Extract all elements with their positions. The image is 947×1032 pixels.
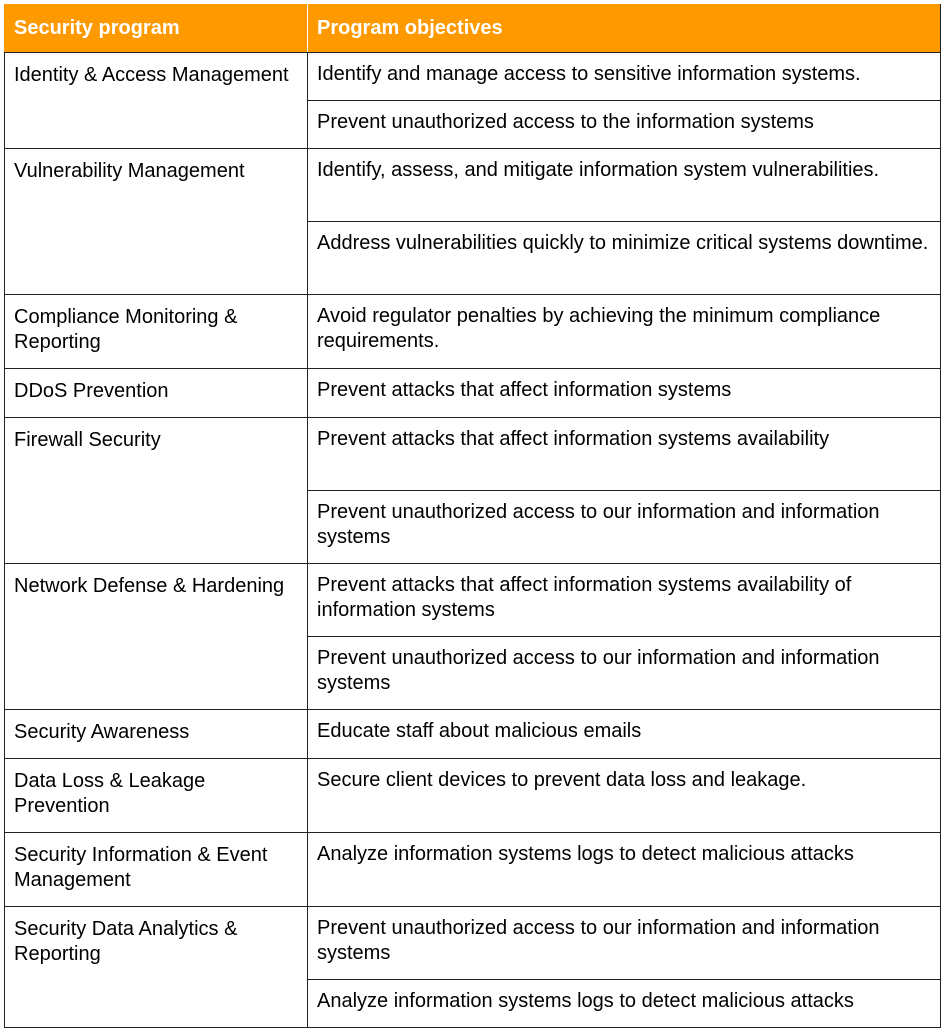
table-row — [5, 295, 941, 369]
objective-cell: Prevent unauthorized access to our information and information systems — [308, 907, 941, 980]
objective-cell: Avoid regulator penalties by achieving the minimum compliance requirements. — [308, 295, 941, 369]
program-cell: Identity & Access Management — [5, 53, 308, 149]
objective-cell: Prevent unauthorized access to the information systems — [308, 101, 941, 149]
objective-cell: Address vulnerabilities quickly to minimize critical systems downtime. — [308, 222, 941, 295]
objective-cell: Prevent attacks that affect information systems availability of information systems — [308, 564, 941, 637]
table-row — [5, 149, 941, 222]
program-cell: Security Information & Event Management — [5, 833, 308, 907]
objective-cell: Analyze information systems logs to detect malicious attacks — [308, 980, 941, 1028]
table-row — [5, 710, 941, 759]
table-header-row — [5, 5, 941, 53]
objective-cell: Prevent attacks that affect information systems — [308, 369, 941, 418]
objective-cell: Prevent attacks that affect information systems availability — [308, 418, 941, 491]
objective-cell: Prevent unauthorized access to our information and information systems — [308, 637, 941, 710]
program-cell: Firewall Security — [5, 418, 308, 564]
program-cell: Security Data Analytics & Reporting — [5, 907, 308, 1028]
program-cell: Data Loss & Leakage Prevention — [5, 759, 308, 833]
objective-cell: Identify, assess, and mitigate information system vulnerabilities. — [308, 149, 941, 222]
program-cell: Security Awareness — [5, 710, 308, 759]
program-cell: Compliance Monitoring & Reporting — [5, 295, 308, 369]
program-cell: Network Defense & Hardening — [5, 564, 308, 710]
objective-cell: Secure client devices to prevent data loss and leakage. — [308, 759, 941, 833]
objective-cell: Prevent unauthorized access to our information and information systems — [308, 491, 941, 564]
header-program-objectives: Program objectives — [308, 5, 941, 53]
table-row — [5, 564, 941, 637]
header-security-program: Security program — [5, 5, 308, 53]
objective-cell: Educate staff about malicious emails — [308, 710, 941, 759]
program-cell: Vulnerability Management — [5, 149, 308, 295]
security-programs-table-wrapper — [4, 4, 940, 1028]
table-row — [5, 833, 941, 907]
table-row — [5, 418, 941, 491]
objective-cell: Identify and manage access to sensitive information systems. — [308, 53, 941, 101]
table-row — [5, 369, 941, 418]
security-programs-table — [4, 4, 941, 1028]
program-cell: DDoS Prevention — [5, 369, 308, 418]
objective-cell: Analyze information systems logs to detect malicious attacks — [308, 833, 941, 907]
table-row — [5, 759, 941, 833]
table-row — [5, 907, 941, 980]
table-row — [5, 53, 941, 101]
